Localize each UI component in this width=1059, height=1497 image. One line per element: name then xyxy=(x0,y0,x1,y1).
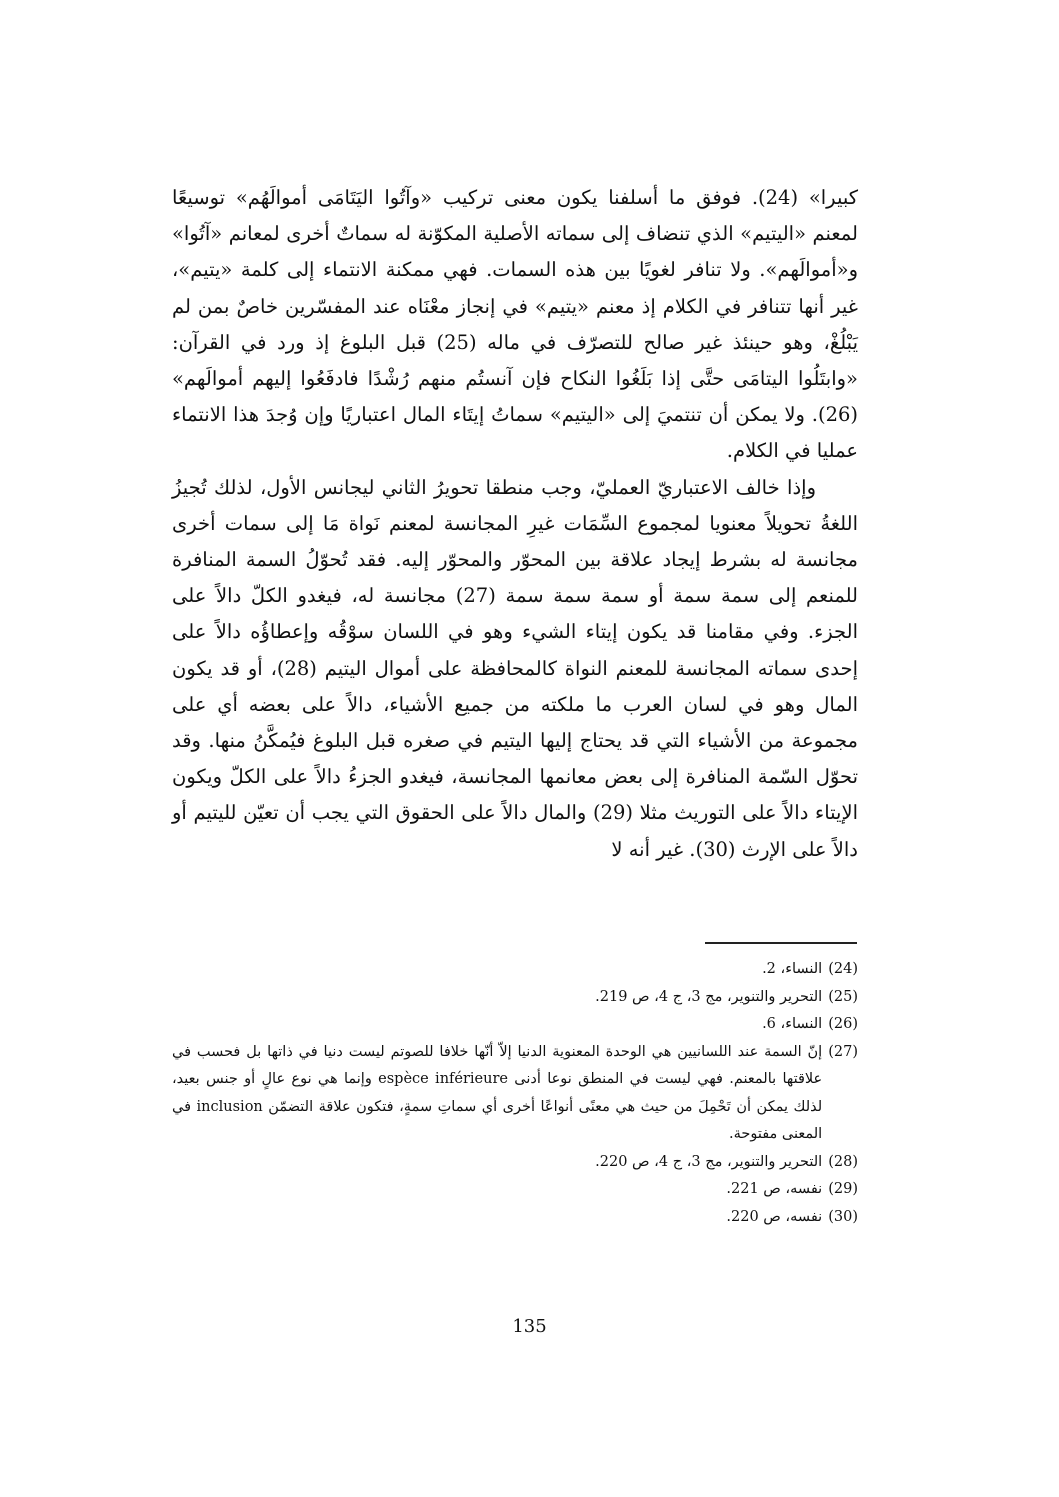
footnote-28 xyxy=(172,1149,858,1177)
footnote-text: التحرير والتنوير، مج 3، ج 4، ص 219. xyxy=(595,988,823,1005)
footnotes xyxy=(172,956,858,1231)
footnote-29 xyxy=(172,1176,858,1204)
footnote-list xyxy=(172,956,858,1231)
paragraph-2: وإذا خالف الاعتباريّ العمليّ، وجب منطقا تحويرُ الثاني ليجانس الأول، لذلك تُجيزُ اللغةُ تحويلاً معنويا لمجموع السِّمَات غيرِ المجانسة لمعنم نَواة مَا إلى سمات أخرى مجانسة له بشرط إيجاد علاقة بين المحوّر والمحوّر إليه. فقد تُحوّلُ السمة المنافرة للمنعم إلى سمة سمة أو سمة سمة سمة (27) مجانسة له، فيغدو الكلّ دالاً على الجزء. وفي مقامنا قد يكون إيتاء الشيء وهو في اللسان سوْقُه وإعطاؤُه دالاً على إحدى سماته المجانسة للمعنم النواة كالمحافظة على أموال اليتيم (28)، أو قد يكون المال وهو في لسان العرب ما ملكته من جميع الأشياء، دالاً على بعضه أي على مجموعة من الأشياء التي قد يحتاج إليها اليتيم في صغره قبل البلوغ فيُمكَّنُ منها. وقد تحوّل السّمة المنافرة إلى بعض معانمها المجانسة، فيغدو الجزءُ دالاً على الكلّ ويكون الإيتاء دالاً على التوريث مثلا (29) والمال دالاً على الحقوق التي يجب أن تعيّن لليتيم أو دالاً على الإرث (30). غير أنه لا xyxy=(172,475,858,861)
footnote-26 xyxy=(172,1011,858,1039)
footnote-number: (30) xyxy=(828,1208,858,1225)
footnote-text: التحرير والتنوير، مج 3، ج 4، ص 220. xyxy=(595,1153,823,1170)
footnote-24 xyxy=(172,956,858,984)
footnote-text: نفسه، ص 221. xyxy=(726,1181,823,1197)
footnote-25 xyxy=(172,984,858,1012)
footnote-number: (29) xyxy=(828,1181,858,1197)
footnote-number: (28) xyxy=(828,1153,858,1170)
footnote-number: (24) xyxy=(828,961,858,977)
footnote-text: نفسه، ص 220. xyxy=(726,1208,823,1225)
footnote-30 xyxy=(172,1204,858,1232)
footnote-separator xyxy=(705,942,857,944)
footnote-text: إنّ السمة عند اللسانيين هي الوحدة المعنوية الدنيا إلاّ أنّها خلافا للصوتم ليست دنيا في ذاتها بل فحسب في علاقتها بالمعنم. فهي ليست في المنطق نوعا أدنى espèce inférieure وإنما هي نوع عالٍ أو جنس بعيد، لذلك يمكن أن تَحْمِلَ من حيث هي معنًى أنواعًا أخرى أي سماتِ سمةٍ، فتكون علاقة التضمّن inclusion في المعنى مفتوحة. xyxy=(172,1043,823,1142)
footnote-text: النساء، 6. xyxy=(762,1016,823,1032)
footnote-text: النساء، 2. xyxy=(762,961,823,977)
footnote-number: (25) xyxy=(828,988,858,1005)
paragraph-1: كبيرا» (24). فوفق ما أسلفنا يكون معنى تركيب «وآتُوا اليَتَامَى أموالَهُم» توسيعًا لمعنم «اليتيم» الذي تنضاف إلى سماته الأصلية المكوّنة له سماتٌ أخرى لمعانم «آتُوا» و«أموالَهم». ولا تنافر لغويًا بين هذه السمات. فهي ممكنة الانتماء إلى كلمة «يتيم»، غير أنها تتنافر في الكلام إذ معنم «يتيم» في إنجاز معْنَاه عند المفسّرين خاصٌ بمن لم يَبْلُغْ، وهو حينئذ غير صالح للتصرّف في ماله (25) قبل البلوغ إذ ورد في القرآن: «وابتَلُوا اليتامَى حتَّى إذا بَلَغُوا النكاح فإن آنستُم منهم رُشْدًا فادفَعُوا إليهم أموالَهم» (26). ولا يمكن أن تنتميَ إلى «اليتيم» سماتُ إيتَاء المال اعتباريًا وإن وُجدَ هذا الانتماء عمليا في الكلام. xyxy=(172,186,858,463)
page-number: 135 xyxy=(512,1316,547,1337)
footnote-27 xyxy=(172,1039,858,1149)
main-text xyxy=(172,180,858,868)
footnote-number: (26) xyxy=(828,1016,858,1032)
footnote-number: (27) xyxy=(828,1043,858,1060)
